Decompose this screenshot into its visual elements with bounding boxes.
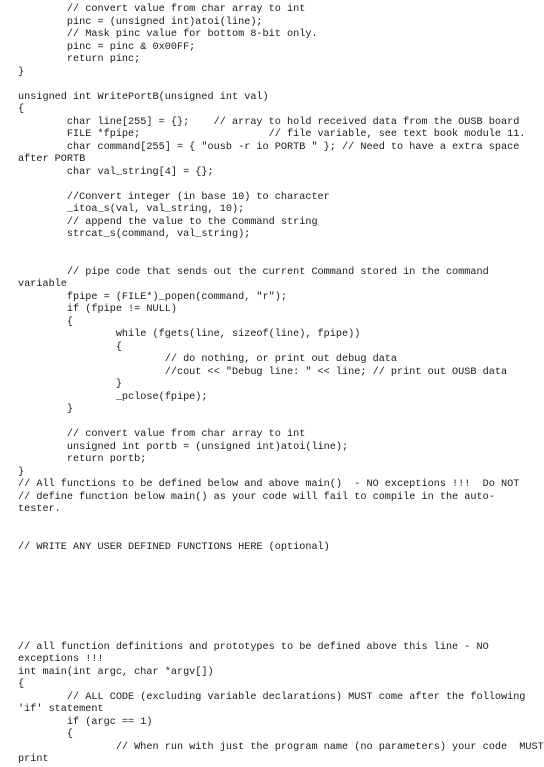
code-line <box>18 517 470 530</box>
code-line: } <box>18 66 25 78</box>
code-line <box>18 254 470 267</box>
code-line: } <box>18 466 25 478</box>
code-line <box>18 629 470 642</box>
code-line <box>18 79 470 92</box>
code-line: // Mask pinc value for bottom 8-bit only. <box>18 29 318 40</box>
code-line: print <box>18 754 49 765</box>
code-line: { <box>18 729 74 740</box>
code-line <box>18 604 470 617</box>
code-line: // pipe code that sends out the current Command stored in the command <box>18 266 489 278</box>
code-line: return portb; <box>18 454 147 465</box>
code-line: int main(int argc, char *argv[]) <box>18 666 214 678</box>
code-line: { <box>18 316 74 328</box>
code-line: pinc = (unsigned int)atoi(line); <box>18 16 263 28</box>
code-line: // ALL CODE (excluding variable declarations) MUST come after the following <box>18 691 526 703</box>
code-line <box>18 554 470 567</box>
code-line: tester. <box>18 504 61 515</box>
code-line: unsigned int WritePortB(unsigned int val) <box>18 91 269 103</box>
code-line: // convert value from char array to int <box>18 4 306 15</box>
code-line: //Convert integer (in base 10) to character <box>18 191 330 203</box>
code-line: //cout << "Debug line: " << line; // print out OUSB data <box>18 366 508 378</box>
code-line: char command[255] = { "ousb -r io PORTB " }; // Need to have a extra space <box>18 141 520 153</box>
code-line: } <box>18 379 122 390</box>
code-listing <box>18 4 544 767</box>
code-line: // All functions to be defined below and above main() - NO exceptions !!! Do NOT <box>18 479 520 490</box>
code-line <box>18 529 470 542</box>
code-line: { <box>18 104 25 115</box>
code-line: _pclose(fpipe); <box>18 391 208 403</box>
code-line: // When run with just the program name (no parameters) your code MUST <box>18 741 544 753</box>
code-line: } <box>18 404 74 415</box>
code-line: return pinc; <box>18 54 141 65</box>
code-line: { <box>18 341 122 353</box>
code-line: FILE *fpipe; // file variable, see text book module 11. <box>18 129 526 140</box>
code-line: // WRITE ANY USER DEFINED FUNCTIONS HERE (optional) <box>18 541 330 553</box>
code-line: variable <box>18 279 67 290</box>
code-line: fpipe = (FILE*)_popen(command, "r"); <box>18 291 287 303</box>
code-line: // all function definitions and prototypes to be defined above this line - NO <box>18 641 489 653</box>
code-line: exceptions !!! <box>18 654 104 665</box>
code-line: // define function below main() as your code will fail to compile in the auto- <box>18 491 495 503</box>
code-line: if (fpipe != NULL) <box>18 304 177 315</box>
code-line <box>18 242 470 255</box>
code-line: char val_string[4] = {}; <box>18 166 214 178</box>
code-line: while (fgets(line, sizeof(line), fpipe)) <box>18 329 361 340</box>
code-line: _itoa_s(val, val_string, 10); <box>18 204 245 215</box>
code-line <box>18 417 470 430</box>
code-line: strcat_s(command, val_string); <box>18 229 251 240</box>
code-line: // append the value to the Command string <box>18 216 318 228</box>
code-line <box>18 617 470 630</box>
code-line: if (argc == 1) <box>18 716 153 728</box>
code-line: after PORTB <box>18 154 86 165</box>
code-line <box>18 579 470 592</box>
code-line <box>18 567 470 580</box>
code-line <box>18 592 470 605</box>
code-line: // convert value from char array to int <box>18 429 306 440</box>
code-line: char line[255] = {}; // array to hold received data from the OUSB board <box>18 116 520 128</box>
code-line: { <box>18 679 25 690</box>
code-line <box>18 179 470 192</box>
code-line: pinc = pinc & 0x00FF; <box>18 41 196 53</box>
code-line: 'if' statement <box>18 704 104 715</box>
code-line: // do nothing, or print out debug data <box>18 354 398 365</box>
code-line: unsigned int portb = (unsigned int)atoi(line); <box>18 441 349 453</box>
